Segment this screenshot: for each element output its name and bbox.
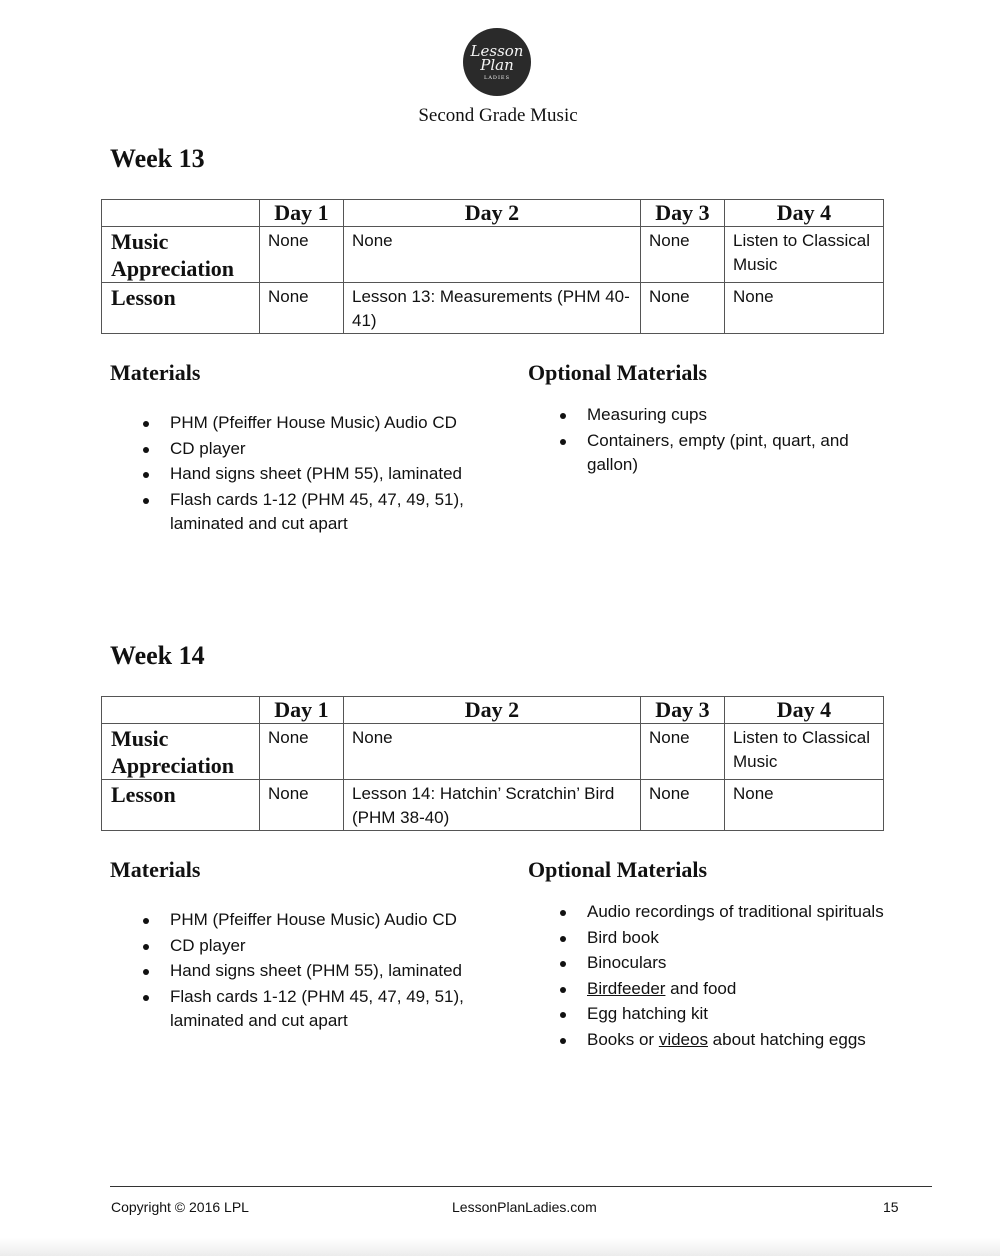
table-row — [102, 780, 884, 831]
list-item — [587, 1028, 907, 1053]
header-day-4: Day 4 — [725, 697, 884, 724]
list-item: CD player — [170, 934, 485, 959]
table-cell: Listen to Classical Music — [725, 227, 884, 283]
week-14-materials-list — [141, 908, 485, 1035]
table-cell: Lesson 13: Measurements (PHM 40-41) — [344, 283, 641, 334]
table-header-row — [102, 200, 884, 227]
table-header-row — [102, 697, 884, 724]
list-item: Flash cards 1-12 (PHM 45, 47, 49, 51), laminated and cut apart — [170, 985, 485, 1034]
footer-copyright: Copyright © 2016 LPL — [111, 1199, 249, 1215]
table-cell: Lesson 14: Hatchin’ Scratchin’ Bird (PHM 38-40) — [344, 780, 641, 831]
footer-site: LessonPlanLadies.com — [452, 1199, 597, 1215]
list-item: PHM (Pfeiffer House Music) Audio CD — [170, 908, 485, 933]
table-cell: None — [260, 283, 344, 334]
table-row — [102, 283, 884, 334]
header-day-2: Day 2 — [344, 697, 641, 724]
table-cell: None — [641, 724, 725, 780]
list-item: Flash cards 1-12 (PHM 45, 47, 49, 51), laminated and cut apart — [170, 488, 485, 537]
table-row — [102, 724, 884, 780]
list-item: Binoculars — [587, 951, 907, 976]
table-cell: None — [260, 724, 344, 780]
row-label-lesson: Lesson — [102, 283, 260, 334]
week-13-materials-heading: Materials — [110, 360, 201, 385]
list-item: CD player — [170, 437, 485, 462]
week-14-optional-materials-heading: Optional Materials — [528, 857, 708, 882]
table-cell: None — [260, 227, 344, 283]
header-corner-cell — [102, 200, 260, 227]
header-day-4: Day 4 — [725, 200, 884, 227]
header-day-3: Day 3 — [641, 697, 725, 724]
table-cell: None — [725, 780, 884, 831]
week-14-schedule-table — [101, 696, 884, 831]
list-item: Hand signs sheet (PHM 55), laminated — [170, 462, 485, 487]
week-14-optional-materials-list — [558, 900, 907, 1053]
birdfeeder-link[interactable]: Birdfeeder — [587, 978, 666, 998]
list-item: PHM (Pfeiffer House Music) Audio CD — [170, 411, 485, 436]
table-cell: None — [725, 283, 884, 334]
list-item-text: and food — [665, 978, 737, 998]
logo-text-line1: Lesson — [470, 41, 524, 60]
footer-page-number: 15 — [883, 1199, 899, 1215]
table-cell: None — [344, 227, 641, 283]
table-cell: None — [344, 724, 641, 780]
list-item-text: about hatching eggs — [707, 1029, 866, 1049]
table-row — [102, 227, 884, 283]
logo-text-line2: Plan — [480, 55, 514, 74]
list-item-text: Books or — [587, 1029, 659, 1049]
list-item — [587, 977, 907, 1002]
header-day-2: Day 2 — [344, 200, 641, 227]
table-cell: None — [641, 283, 725, 334]
list-item: Egg hatching kit — [587, 1002, 907, 1027]
week-14-title: Week 14 — [110, 641, 205, 670]
table-cell: None — [641, 780, 725, 831]
list-item: Hand signs sheet (PHM 55), laminated — [170, 959, 485, 984]
week-13-title: Week 13 — [110, 144, 205, 173]
header-day-3: Day 3 — [641, 200, 725, 227]
header-day-1: Day 1 — [260, 200, 344, 227]
footer-divider — [110, 1186, 932, 1187]
list-item: Audio recordings of traditional spirituals — [587, 900, 907, 925]
row-label-music-appreciation: Music Appreciation — [102, 227, 260, 283]
page-bottom-shadow — [0, 1238, 1000, 1256]
list-item: Bird book — [587, 926, 907, 951]
lesson-plan-ladies-logo — [463, 28, 531, 96]
table-cell: Listen to Classical Music — [725, 724, 884, 780]
videos-link[interactable]: videos — [658, 1029, 708, 1049]
table-cell: None — [641, 227, 725, 283]
list-item: Containers, empty (pint, quart, and gallon) — [587, 429, 892, 478]
week-13-optional-materials-heading: Optional Materials — [528, 360, 708, 385]
logo-text-line3: LADIES — [484, 74, 510, 81]
header-day-1: Day 1 — [260, 697, 344, 724]
page-title: Second Grade Music — [418, 105, 578, 126]
week-14-materials-heading: Materials — [110, 857, 201, 882]
list-item: Measuring cups — [587, 403, 892, 428]
table-cell: None — [260, 780, 344, 831]
week-13-optional-materials-list — [558, 403, 892, 479]
row-label-music-appreciation: Music Appreciation — [102, 724, 260, 780]
week-13-materials-list — [141, 411, 485, 538]
row-label-lesson: Lesson — [102, 780, 260, 831]
header-corner-cell — [102, 697, 260, 724]
week-13-schedule-table — [101, 199, 884, 334]
